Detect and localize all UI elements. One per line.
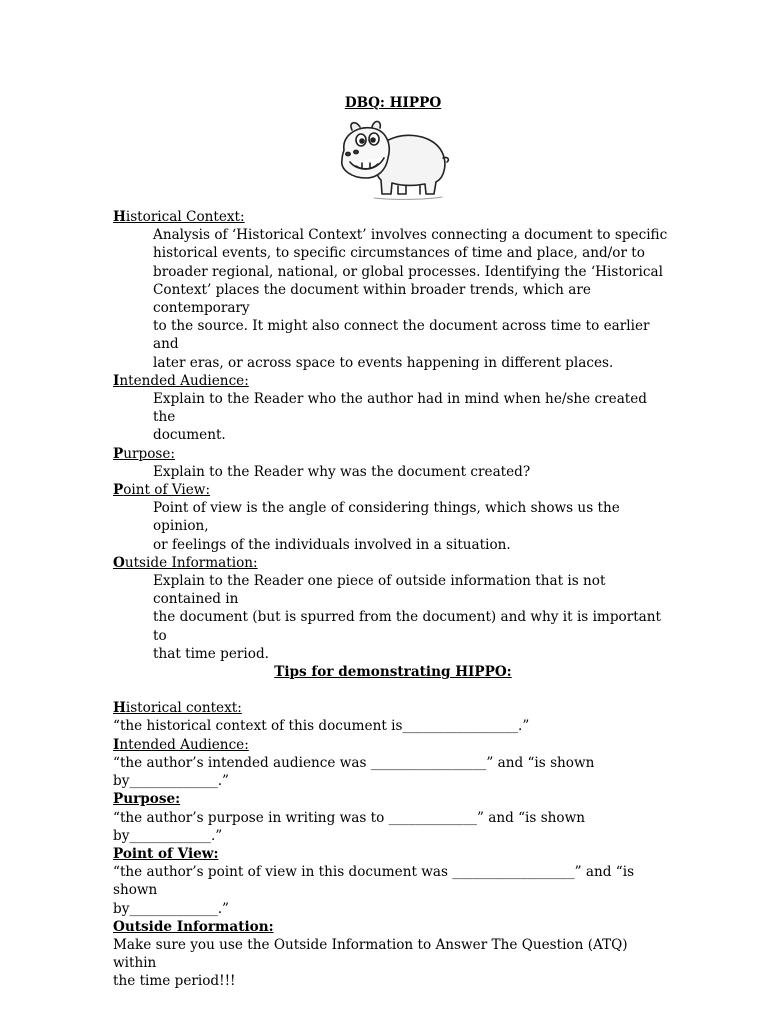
tips-heading-historical-context: Historical context: bbox=[113, 700, 242, 717]
tips-purpose-sentence: “the author’s purpose in writing was to _____________” and “is shown by____________.” bbox=[113, 809, 586, 844]
tips-heading-outside-information: Outside Information: bbox=[113, 918, 274, 935]
tips-outside-information-sentence: Make sure you use the Outside Information to Answer The Question (ATQ) within bbox=[113, 936, 628, 972]
document-title: DBQ: HIPPO bbox=[344, 95, 442, 111]
tips-heading-point-of-view: Point of View: bbox=[113, 845, 219, 862]
tips-outside-information-sentence-cont: the time period!!! bbox=[113, 973, 236, 990]
tips-point-of-view-sentence: “the author’s point of view in this document was __________________” and “is shown bbox=[113, 864, 635, 899]
historical-context-description: Analysis of ‘Historical Context’ involves connecting a document to specific historical events, to specific circumstances of time and place, and/or to broader regional, national, or global processes. Identifying the ‘Historical Context’ places the document within broader trends, which are contemporary to the source. It might also connect the document across time to earlier and later eras, or across space to events happening in different places. bbox=[153, 227, 668, 371]
tips-intended-audience-sentence-cont: by_____________.” bbox=[113, 773, 230, 790]
intended-audience-description: Explain to the Reader who the author had in mind when he/she created the document. bbox=[153, 391, 648, 444]
tips-title: Tips for demonstrating HIPPO: bbox=[274, 664, 512, 681]
heading-point-of-view: Point of View: bbox=[113, 482, 211, 499]
tips-heading-intended-audience: Intended Audience: bbox=[113, 736, 249, 753]
tips-intended-audience-sentence: “the author’s intended audience was _________________” and “is shown bbox=[113, 754, 595, 771]
tips-point-of-view-sentence-cont: by_____________.” bbox=[113, 900, 230, 917]
heading-historical-context: Historical Context: bbox=[113, 209, 245, 225]
document-page bbox=[113, 94, 673, 991]
heading-purpose: Purpose: bbox=[113, 445, 175, 462]
heading-intended-audience: Intended Audience: bbox=[113, 372, 249, 389]
point-of-view-description: Point of view is the angle of considering things, which shows us the opinion, or feelings of the individuals involved in a situation. bbox=[153, 500, 620, 553]
tips-heading-purpose: Purpose: bbox=[113, 791, 181, 808]
heading-outside-information: Outside Information: bbox=[113, 554, 258, 571]
hippo-illustration bbox=[334, 116, 452, 202]
tips-historical-context-sentence: “the historical context of this document is_________________.” bbox=[113, 718, 530, 735]
outside-information-description: Explain to the Reader one piece of outside information that is not contained in the document (but is spurred from the document) and why it is important to that time period. bbox=[153, 573, 661, 662]
purpose-description: Explain to the Reader why was the document created? bbox=[153, 463, 531, 480]
